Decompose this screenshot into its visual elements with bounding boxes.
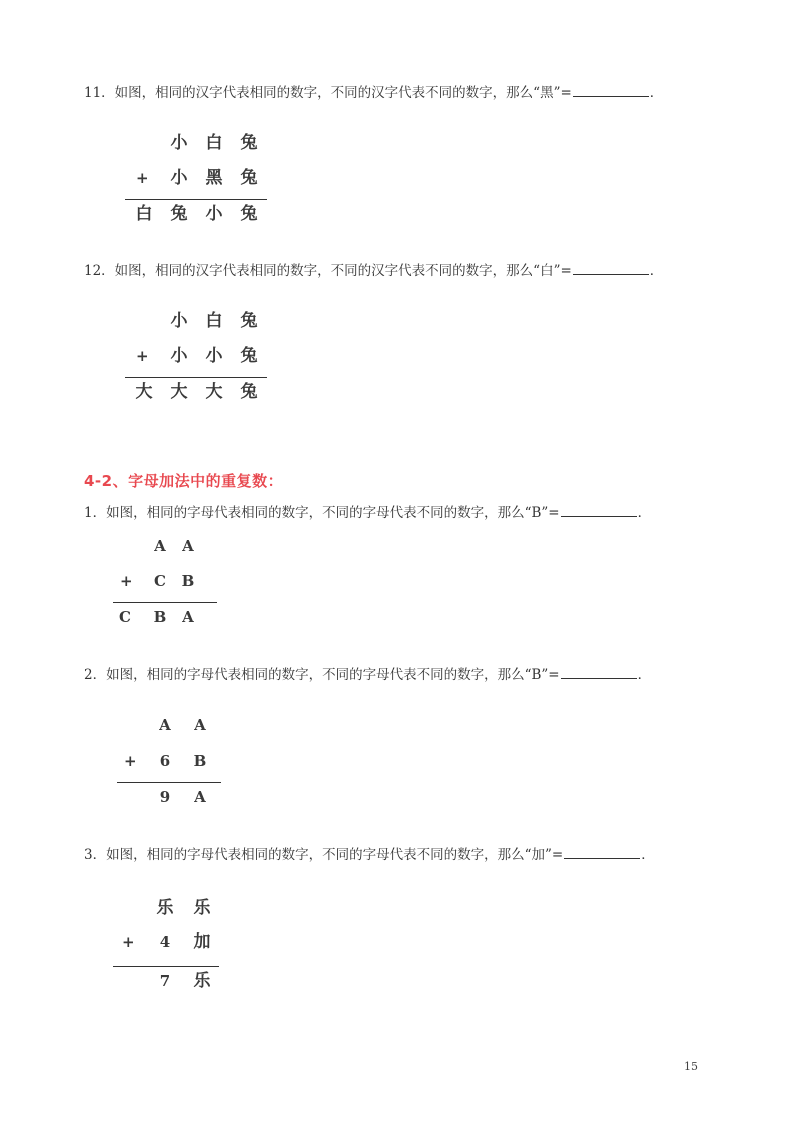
sum-line (113, 966, 219, 967)
digit: 7 (159, 972, 171, 990)
answer-blank[interactable] (561, 664, 637, 679)
digit: 乐 (193, 898, 211, 918)
digit: 兔 (240, 311, 258, 331)
digit: 大 (135, 382, 153, 402)
digit: A (154, 537, 166, 555)
digit: 乐 (193, 971, 211, 991)
digit: 9 (159, 788, 171, 806)
question-2 (84, 664, 724, 685)
page-number: 15 (684, 1060, 698, 1073)
digit: 兔 (170, 204, 188, 224)
question-11 (84, 82, 724, 103)
question-suffix: ． (637, 667, 652, 683)
plus-sign: + (136, 169, 149, 187)
digit: 6 (159, 752, 171, 770)
digit: 黑 (205, 168, 223, 188)
plus-sign: + (136, 347, 149, 365)
digit: A (194, 788, 206, 806)
question-suffix: ． (649, 85, 664, 101)
question-text: 1．如图，相同的字母代表相同的数字，不同的字母代表不同的数字，那么“B”= (84, 505, 560, 521)
digit: 大 (170, 382, 188, 402)
answer-blank[interactable] (573, 260, 649, 275)
digit: 小 (170, 168, 188, 188)
sum-line (125, 377, 267, 378)
question-text: 2．如图，相同的字母代表相同的数字，不同的字母代表不同的数字，那么“B”= (84, 667, 560, 683)
digit: B (193, 752, 207, 770)
plus-sign: + (122, 933, 135, 951)
plus-sign: + (120, 572, 133, 590)
question-3 (84, 844, 724, 865)
digit: A (159, 716, 171, 734)
section-title: 4-2、字母加法中的重复数： (84, 472, 284, 490)
digit: A (182, 608, 194, 626)
question-1 (84, 502, 724, 523)
digit: 乐 (156, 898, 174, 918)
sum-line (117, 782, 221, 783)
digit: B (153, 608, 167, 626)
digit: A (194, 716, 206, 734)
digit: 白 (205, 133, 223, 153)
digit: 白 (135, 204, 153, 224)
digit: 兔 (240, 346, 258, 366)
answer-blank[interactable] (573, 82, 649, 97)
digit: 兔 (240, 133, 258, 153)
digit: 4 (159, 933, 171, 951)
plus-sign: + (124, 752, 137, 770)
digit: 小 (205, 204, 223, 224)
digit: 大 (205, 382, 223, 402)
digit: 小 (170, 346, 188, 366)
sum-line (125, 199, 267, 200)
sum-line (113, 602, 217, 603)
digit: C (154, 572, 166, 590)
question-suffix: ． (641, 847, 655, 863)
question-text: 11．如图，相同的汉字代表相同的数字，不同的汉字代表不同的数字，那么“黑”= (84, 85, 572, 101)
digit: B (181, 572, 195, 590)
digit: 兔 (240, 204, 258, 224)
digit: 兔 (240, 168, 258, 188)
digit: C (119, 608, 131, 626)
question-12 (84, 260, 724, 281)
digit: 兔 (240, 382, 258, 402)
digit: 小 (205, 346, 223, 366)
digit: 白 (205, 311, 223, 331)
question-suffix: ． (637, 505, 652, 521)
digit: A (182, 537, 194, 555)
digit: 加 (193, 932, 211, 952)
answer-blank[interactable] (564, 844, 640, 859)
answer-blank[interactable] (561, 502, 637, 517)
question-text: 3．如图，相同的字母代表相同的数字，不同的字母代表不同的数字，那么“加”= (84, 847, 564, 863)
digit: 小 (170, 311, 188, 331)
digit: 小 (170, 133, 188, 153)
question-text: 12．如图，相同的汉字代表相同的数字，不同的汉字代表不同的数字，那么“白”= (84, 263, 572, 279)
question-suffix: ． (649, 263, 664, 279)
